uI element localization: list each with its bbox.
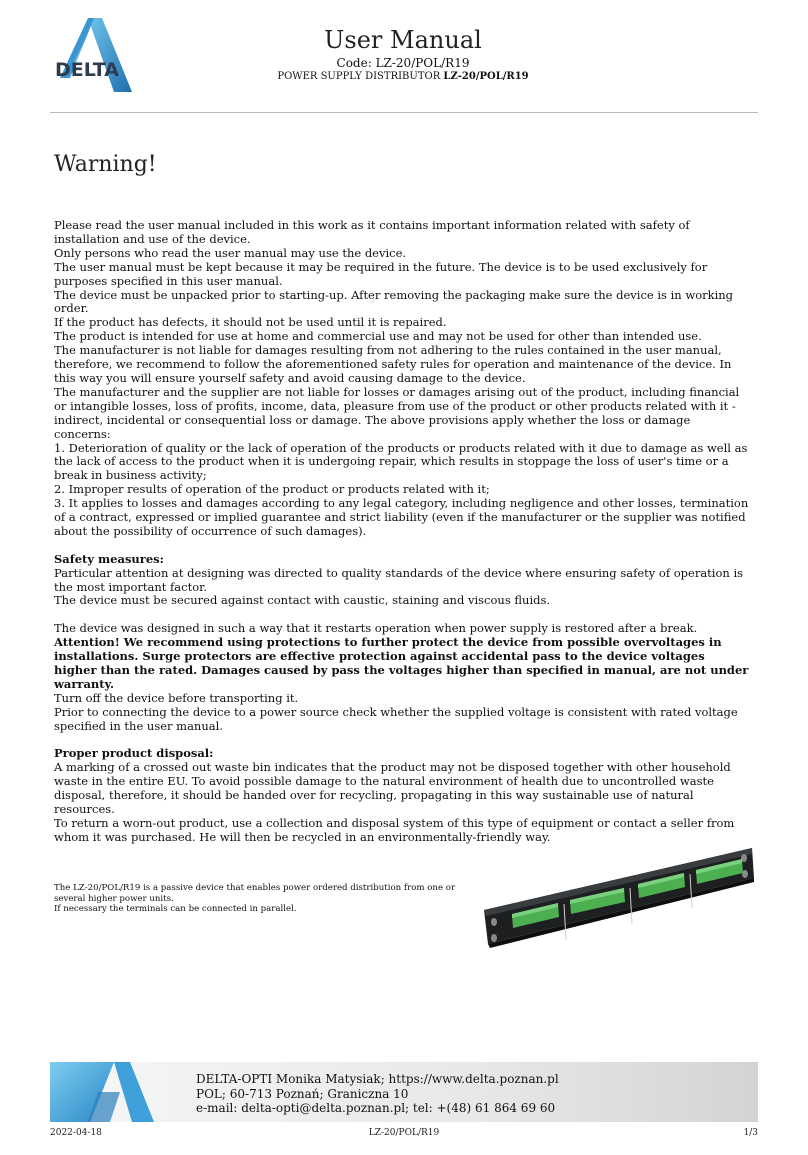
disposal-heading xyxy=(54,747,750,761)
paragraph: 3. It applies to losses and damages according to any legal category, including negligence and other losses, termination of a contract, expressed or implied guarantee and strict liability (even if the manufacturer or the supplier was notified about the possibility of occurrence of such damages). xyxy=(54,496,749,538)
footer-logo-graphic xyxy=(50,1062,154,1122)
attention-text: Attention! We recommend using protections to further protect the device from possible overvoltages in installations. Surge protectors are effective protection against accidental pass to the device voltages higher than the rated. Damages caused by pass the voltages higher than specified in manual, are not under warranty. xyxy=(54,635,749,691)
paragraph: 2. Improper results of operation of the product or products related with it; xyxy=(54,482,490,497)
footer-contact xyxy=(196,1072,559,1116)
subtitle-model: LZ-20/POL/R19 xyxy=(443,71,529,82)
product-code: Code: LZ-20/POL/R19 xyxy=(336,56,470,70)
paragraph: 1. Deterioration of quality or the lack of operation of the products or products related with it due to damage as well as the lack of access to the product when it is undergoing repair, which results in stoppage the loss of user's time or a break in business activity; xyxy=(54,440,748,483)
footer-email-phone: e-mail: delta-opti@delta.poznan.pl; tel: +(48) 61 864 69 60 xyxy=(196,1101,556,1115)
product-caption xyxy=(54,883,478,915)
product-image xyxy=(478,844,758,954)
footer-company: DELTA-OPTI Monika Matysiak; https://www.delta.poznan.pl xyxy=(196,1072,559,1086)
warning-body xyxy=(54,219,750,845)
spacer xyxy=(54,608,750,622)
spacer xyxy=(54,539,750,553)
footer-contact-box xyxy=(50,1062,758,1122)
footer-model: LZ-20/POL/R19 xyxy=(368,1128,440,1138)
paragraph: To return a worn-out product, use a collection and disposal system of this type of equipment or contact a seller from whom it was purchased. He will then be recycled in an environmentally-friendly way. xyxy=(54,815,735,844)
paragraph: The product is intended for use at home and commercial use and may not be used for other than intended use. xyxy=(54,329,702,344)
paragraph: The device must be secured against contact with caustic, staining and viscous fluids. xyxy=(54,593,551,608)
header-divider xyxy=(50,112,758,113)
caption-line: If necessary the terminals can be connected in parallel. xyxy=(54,904,297,915)
caption-line: The LZ-20/POL/R19 is a passive device that enables power ordered distribution from one or several higher power units. xyxy=(54,883,456,904)
paragraph: The manufacturer is not liable for damages resulting from not adhering to the rules contained in the user manual, therefore, we recommend to follow the aforementioned safety rules for operation and maintenance of the device. In this way you will ensure yourself safety and avoid causing damage to the device. xyxy=(54,343,732,385)
footer-address: POL; 60-713 Poznań; Graniczna 10 xyxy=(196,1086,409,1101)
warning-heading: Warning! xyxy=(54,152,157,177)
document-title: User Manual xyxy=(324,26,482,54)
document-subtitle xyxy=(200,71,606,82)
page-number: 1/3 xyxy=(743,1128,758,1138)
delta-logo xyxy=(50,16,134,96)
paragraph: A marking of a crossed out waste bin indicates that the product may not be disposed together with other household waste in the entire EU. To avoid possible damage to the natural environment of health due to uncontrolled waste disposal, therefore, it should be handed over for recycling, propagating in this way sustainable use of natural resources. xyxy=(54,760,731,817)
paragraph: The manufacturer and the supplier are not liable for losses or damages arising out of the product, including financial or intangible losses, loss of profits, income, data, pleasure from use of the product or other products related with it - indirect, incidental or consequential loss or damage. The above provisions apply whether the loss or damage concerns: xyxy=(54,384,740,441)
document-date: 2022-04-18 xyxy=(50,1128,102,1138)
paragraph: Please read the user manual included in this work as it contains important information related with safety of installation and use of the device. xyxy=(54,218,690,246)
paragraph: Particular attention at designing was directed to quality standards of the device where ensuring safety of operation is the most important factor. xyxy=(54,565,744,594)
safety-heading xyxy=(54,553,750,567)
logo-text: DELTA xyxy=(55,59,119,81)
paragraph: The device was designed in such a way that it restarts operation when power supply is restored after a break. xyxy=(54,621,698,636)
paragraph: Only persons who read the user manual may use the device. xyxy=(54,245,407,260)
paragraph: If the product has defects, it should not be used until it is repaired. xyxy=(54,315,447,330)
paragraph: The user manual must be kept because it may be required in the future. The device is to be used exclusively for purposes specified in this user manual. xyxy=(54,259,708,288)
paragraph: Prior to connecting the device to a power source check whether the supplied voltage is consistent with rated voltage specified in the user manual. xyxy=(54,704,738,733)
spacer xyxy=(54,734,750,748)
safety-heading-text: Safety measures: xyxy=(54,551,164,566)
disposal-heading-text: Proper product disposal: xyxy=(54,746,214,761)
paragraph: Turn off the device before transporting it. xyxy=(54,690,299,705)
subtitle-prefix: POWER SUPPLY DISTRIBUTOR xyxy=(277,71,444,82)
attention-notice xyxy=(54,636,750,692)
paragraph: The device must be unpacked prior to starting-up. After removing the packaging make sure the device is in working order. xyxy=(54,287,734,316)
